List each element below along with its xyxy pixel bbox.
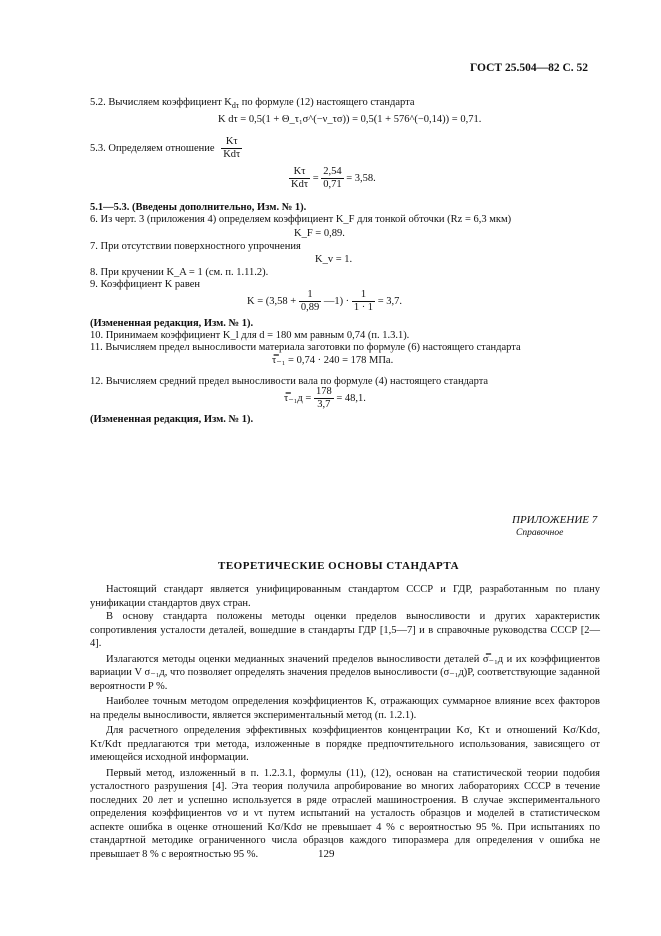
item-10: 10. Принимаем коэффициент K_l для d = 180 мм равным 0,74 (п. 1.3.1). xyxy=(90,330,410,341)
paragraph-6: Первый метод, изложенный в п. 1.2.3.1, формулы (11), (12), основан на статистической теории подобия усталостного разрушения [4]. Эта теория получила апробирование во многих лабораториях СССР в течение последних 20 лет и успешно используется в ряде отраслей машиностроения. В случае экспериментального определения коэффициентов νσ и ντ путем испытаний на усталость образцов и моделей в статистическом аспекте ошибка в оценке отношений Kσ/Kdσ не превышает 4 % с вероятностью 95 %. При испытаниях по стандартной методике ограниченного числа образцов каждого типоразмера для определения ν ошибка не превышает 8 % с вероятностью 95 %. xyxy=(90,767,600,860)
amendment-note-2: (Измененная редакция, Изм. № 1). xyxy=(90,318,254,329)
item-12: 12. Вычисляем средний предел выносливости вала по формуле (4) настоящего стандарта xyxy=(90,376,489,387)
appendix-label: ПРИЛОЖЕНИЕ 7 xyxy=(512,514,598,526)
amendment-note-1: 5.1—5.3. (Введены дополнительно, Изм. № 1). xyxy=(90,202,307,213)
item-5-2: 5.2. Вычисляем коэффициент $K_{d\tau}$ по формуле (12) настоящего стандарта xyxy=(90,97,415,111)
item-11: 11. Вычисляем предел выносливости материала заготовки по формуле (6) настоящего стандарта xyxy=(90,342,521,353)
paragraph-1: Настоящий стандарт является унифицированным стандартом СССР и ГДР, разработанным по плану унификации стандартов двух стран. xyxy=(90,584,600,609)
page-header: ГОСТ 25.504—82 С. 52 xyxy=(470,62,589,74)
item-6: 6. Из черт. 3 (приложения 4) определяем коэффициент K_F для тонкой обточки (Rz = 6,3 мкм) xyxy=(90,214,512,225)
body-text xyxy=(90,583,600,861)
page-number: 129 xyxy=(318,848,335,860)
paragraph-4: Наиболее точным методом определения коэффициентов K, отражающих суммарное влияние всех факторов на пределы выносливости, является экспериментальный метод (п. 1.2.1). xyxy=(90,696,600,721)
equation-7: K_v = 1. xyxy=(315,254,353,265)
item-8: 8. При кручении K_A = 1 (см. п. 1.11.2). xyxy=(90,267,269,278)
paragraph-5: Для расчетного определения эффективных коэффициентов концентрации Kσ, Kτ и отношений Kσ/Kdσ, Kτ/Kdτ предлагаются три метода, изложенные в порядке предпочтительного использования, зависящего от имеющейся исходной информации. xyxy=(90,725,600,763)
equation-11: τ̿₋₁ = 0,74 · 240 = 178 МПа. xyxy=(272,355,394,366)
paragraph-3: Излагаются методы оценки медианных значений пределов выносливости деталей σ̿₋₁д и их коэффициентов вариации V σ₋₁д, что позволяет определять значения пределов выносливости (σ₋₁д)P, соответствующие заданной вероятности P %. xyxy=(90,653,600,692)
appendix-subtitle: Справочное xyxy=(516,528,564,538)
item-5-3: 5.3. Определяем отношение $\frac{K\tau}{\text{Kdτ}}$ xyxy=(90,136,241,160)
item-7: 7. При отсутствии поверхностного упрочнения xyxy=(90,241,301,252)
item-9: 9. Коэффициент K равен xyxy=(90,279,200,290)
equation-5-2: K dτ = 0,5(1 + Θ_τ₁σ^(−ν_τσ)) = 0,5(1 + 576^(−0,14)) = 0,71. xyxy=(218,114,482,125)
section-title: ТЕОРЕТИЧЕСКИЕ ОСНОВЫ СТАНДАРТА xyxy=(218,560,460,572)
equation-5-3: $\frac{K\tau}{\text{Kdτ}}$ = $\frac{2,54}{0,71}$ = 3,58. xyxy=(291,166,376,190)
paragraph-2: В основу стандарта положены методы оценки пределов выносливости и других характеристик сопротивления усталости деталей, вошедшие в стандарты ГДР [1,5—7] и в справочные руководства СССР [2—4]. xyxy=(90,611,600,649)
equation-12: τ̿₋₁д = $\frac{178}{3,7}$ = 48,1. xyxy=(284,386,366,410)
amendment-note-3: (Измененная редакция, Изм. № 1). xyxy=(90,414,254,425)
equation-9: K = (3,58 + $\frac{1}{0,89}$ —1) · $\frac{1}{1 \cdot 1}$ = 3,7. xyxy=(247,289,402,313)
equation-6: K_F = 0,89. xyxy=(294,228,345,239)
